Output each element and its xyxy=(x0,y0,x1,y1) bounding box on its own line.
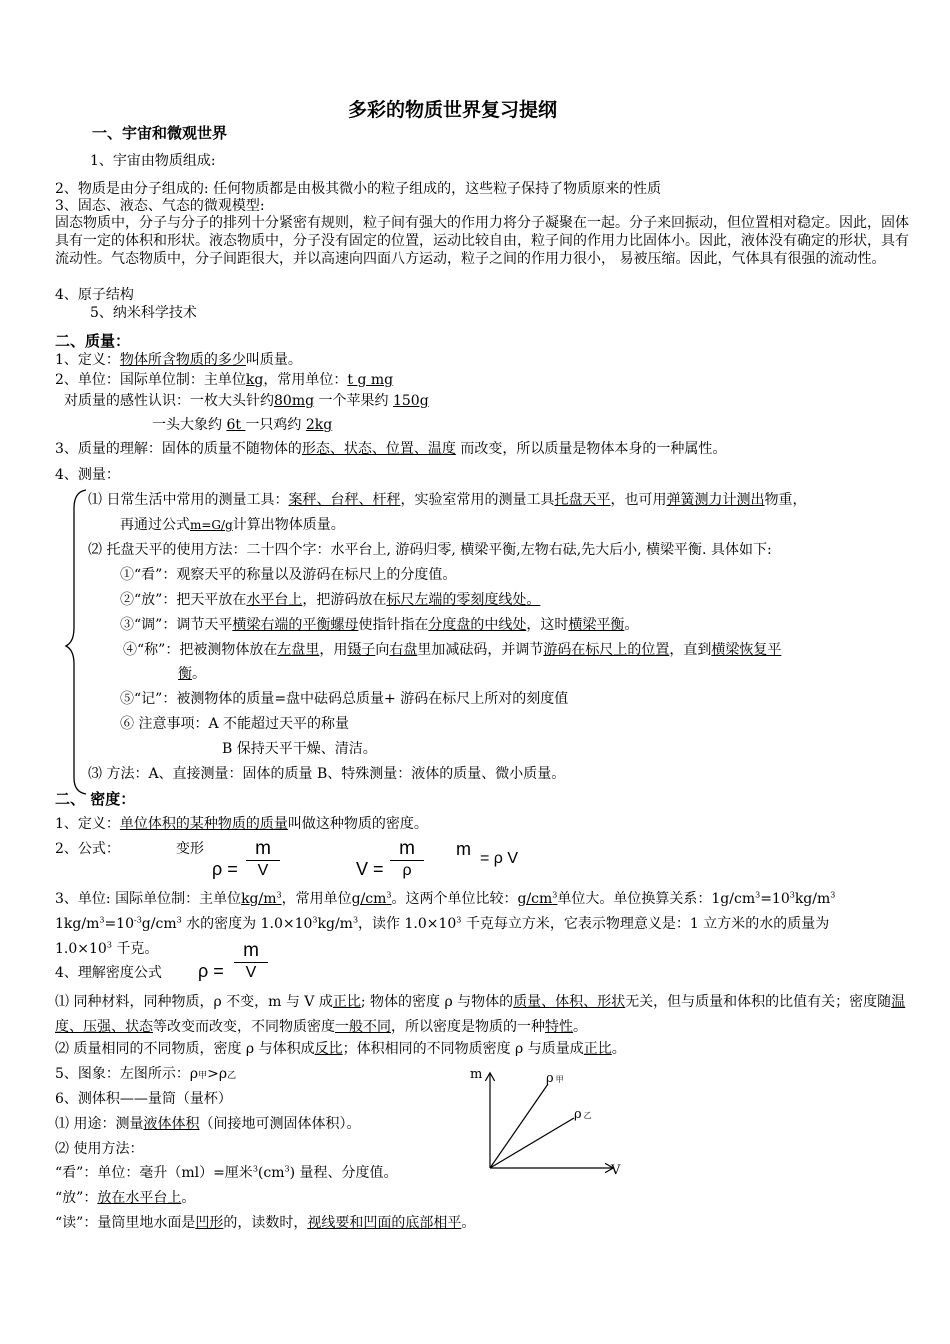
graph-line-yi xyxy=(490,1118,574,1168)
measure-volume: 6、测体积——量筒（量杯） xyxy=(55,1091,232,1107)
step-look: ①“看”：观察天平的称量以及游码在标尺上的分度值。 xyxy=(120,567,457,583)
s1-line-2: 2、物质是由分子组成的: 任何物质都是由极其微小的粒子组成的，这些粒子保持了物质原来的性质 xyxy=(55,181,662,197)
fraction-m-over-v: m V xyxy=(246,838,280,881)
understand-label: 4、理解密度公式 xyxy=(55,965,162,981)
transform-label: 变形 xyxy=(176,841,204,857)
step-notes: ⑥ 注意事项：A 不能超过天平的称量 xyxy=(120,716,350,732)
cylinder-how: ⑵ 使用方法： xyxy=(55,1141,144,1157)
mass-measure: 4、测量： xyxy=(55,467,120,483)
fraction-m-over-rho: m ρ xyxy=(390,838,424,881)
cylinder-put: “放”：放在水平台上。 xyxy=(55,1190,196,1206)
s1-line-5: 5、纳米科学技术 xyxy=(90,305,197,321)
density-definition: 1、定义：单位体积的某种物质的质量叫做这种物质的密度。 xyxy=(55,816,428,832)
mass-understanding: 3、质量的理解：固体的质量不随物体的形态、状态、位置、温度 而改变，所以质量是物体本身的一种属性。 xyxy=(55,441,727,457)
section-3-heading: 二、 密度： xyxy=(55,790,136,808)
step-weigh: ④“称”：把被测物体放在左盘里，用镊子向右盘里加减砝码，并调节游码在标尺上的位置，直到横梁恢复平 xyxy=(123,642,782,658)
understand-2: ⑵ 质量相同的不同物质，密度 ρ 与体积成反比；体积相同的不同物质密度 ρ 与质量成正比。 xyxy=(55,1041,626,1057)
graph-line-jia-label: ρ甲 xyxy=(546,1071,564,1086)
step-weigh-cont: 衡。 xyxy=(178,666,206,682)
measure-3: ⑶ 方法：A、直接测量：固体的质量 B、特殊测量：液体的质量、微小质量。 xyxy=(88,766,566,782)
section-1-heading: 一、宇宙和微观世界 xyxy=(92,124,228,142)
graph-label: 5、图象：左图所示：ρ甲>ρ乙 xyxy=(55,1066,237,1082)
density-graph xyxy=(462,1060,632,1175)
density-unit: 3、单位: 国际单位制：主单位$kg/m^3$，常用单位$g/cm^3$。这两个单位比较：$g/cm^3$单位大。单位换算关系：$1g/cm^3=10^3kg/m^3$ xyxy=(55,890,836,907)
formula-rho-v: = ρ V xyxy=(480,850,519,867)
step-notes-b: B 保持天平干燥、清洁。 xyxy=(222,741,377,757)
graph-y-label: m xyxy=(470,1067,483,1082)
s1-line-1: 1、宇宙由物质组成: xyxy=(90,153,216,169)
section-2-heading: 二、质量： xyxy=(55,332,131,350)
s1-paragraph: 固态物质中，分子与分子的排列十分紧密有规则，粒子间有强大的作用力将分子凝聚在一起。分子来回振动，但位置相对稳定。因此，固体具有一定的体积和形状。液态物质中，分子没有固定的位置，运动比较自由，粒子间的作用力比固体小。因此，液体没有确定的形状，具有流动性。气态物质中，分子间距很大，并以高速向四面八方运动，粒子之间的作用力很小， 易被压缩。因此，气体具有很强的流动性。 xyxy=(55,215,909,267)
mass-feel-2: 一头大象约 6t 一只鸡约 2kg xyxy=(152,417,333,433)
cylinder-use: ⑴ 用途：测量液体体积（间接地可测固体体积）。 xyxy=(55,1116,361,1132)
mass-unit: 2、单位：国际单位制：主单位kg，常用单位：t g mg xyxy=(55,372,394,388)
understand-1: ⑴ 同种材料，同种物质，ρ 不变，m 与 V 成正比; 物体的密度 ρ 与物体的质量、体积、形状无关，但与质量和体积的比值有关；密度随温度、压强、状态等改变而改变，不同物质密度一般不同，所以密度是物质的一种特性。 xyxy=(55,994,906,1035)
left-brace xyxy=(62,488,92,796)
s1-line-4: 4、原子结构 xyxy=(55,287,134,303)
formula-label: 2、公式： xyxy=(55,841,120,857)
measure-1b: 再通过公式m=G/g计算出物体质量。 xyxy=(120,517,345,533)
formula-m: m xyxy=(456,839,471,859)
cylinder-look: “看”：单位：毫升（ml）=厘米$^3(cm^3)$ 量程、分度值。 xyxy=(55,1164,398,1181)
cylinder-read: “读”：量筒里地水面是凹形的，读数时，视线要和凹面的底部相平。 xyxy=(55,1215,476,1231)
density-water: $1kg/m^3=10^{-3}g/cm^3$ 水的密度为 $1.0\times 10^3kg/m^3$，读作 $1.0\times 10^3$ 千克每立方米，它表示物理意义是：1 立方米的水的质量为 xyxy=(55,915,830,932)
measure-1: ⑴ 日常生活中常用的测量工具：案秤、台秤、杆秤，实验室常用的测量工具托盘天平，也可用弹簧测力计测出物重， xyxy=(88,492,807,508)
page-title: 多彩的物质世界复习提纲 xyxy=(348,99,558,121)
mass-feel-1: 对质量的感性认识：一枚大头针约80mg 一个苹果约 150g xyxy=(64,393,429,409)
graph-line-jia xyxy=(490,1084,548,1168)
mass-definition: 1、定义：物体所含物质的多少叫质量。 xyxy=(55,352,302,368)
graph-line-yi-label: ρ乙 xyxy=(574,1107,592,1122)
measure-2: ⑵ 托盘天平的使用方法：二十四个字：水平台上, 游码归零, 横梁平衡,左物右砝,先大后小, 横梁平衡. 具体如下: xyxy=(88,542,772,558)
s1-line-3: 3、固态、液态、气态的微观模型: xyxy=(55,198,265,214)
step-record: ⑤“记”：被测物体的质量=盘中砝码总质量+ 游码在标尺上所对的刻度值 xyxy=(120,691,569,707)
step-adjust: ③“调”：调节天平横梁右端的平衡螺母使指针指在分度盘的中线处，这时横梁平衡。 xyxy=(120,617,639,633)
graph-x-label: V xyxy=(611,1163,621,1175)
density-water-2: $1.0\times 10^3$ 千克。 xyxy=(55,940,159,957)
fraction-m-over-v-2: m V xyxy=(234,940,268,983)
formula-rho-2: ρ = xyxy=(198,961,224,981)
formula-v-eq: V = xyxy=(356,859,384,879)
step-put: ②“放”：把天平放在水平台上，把游码放在标尺左端的零刻度线处。 xyxy=(120,592,541,608)
formula-rho: ρ = xyxy=(212,859,238,879)
